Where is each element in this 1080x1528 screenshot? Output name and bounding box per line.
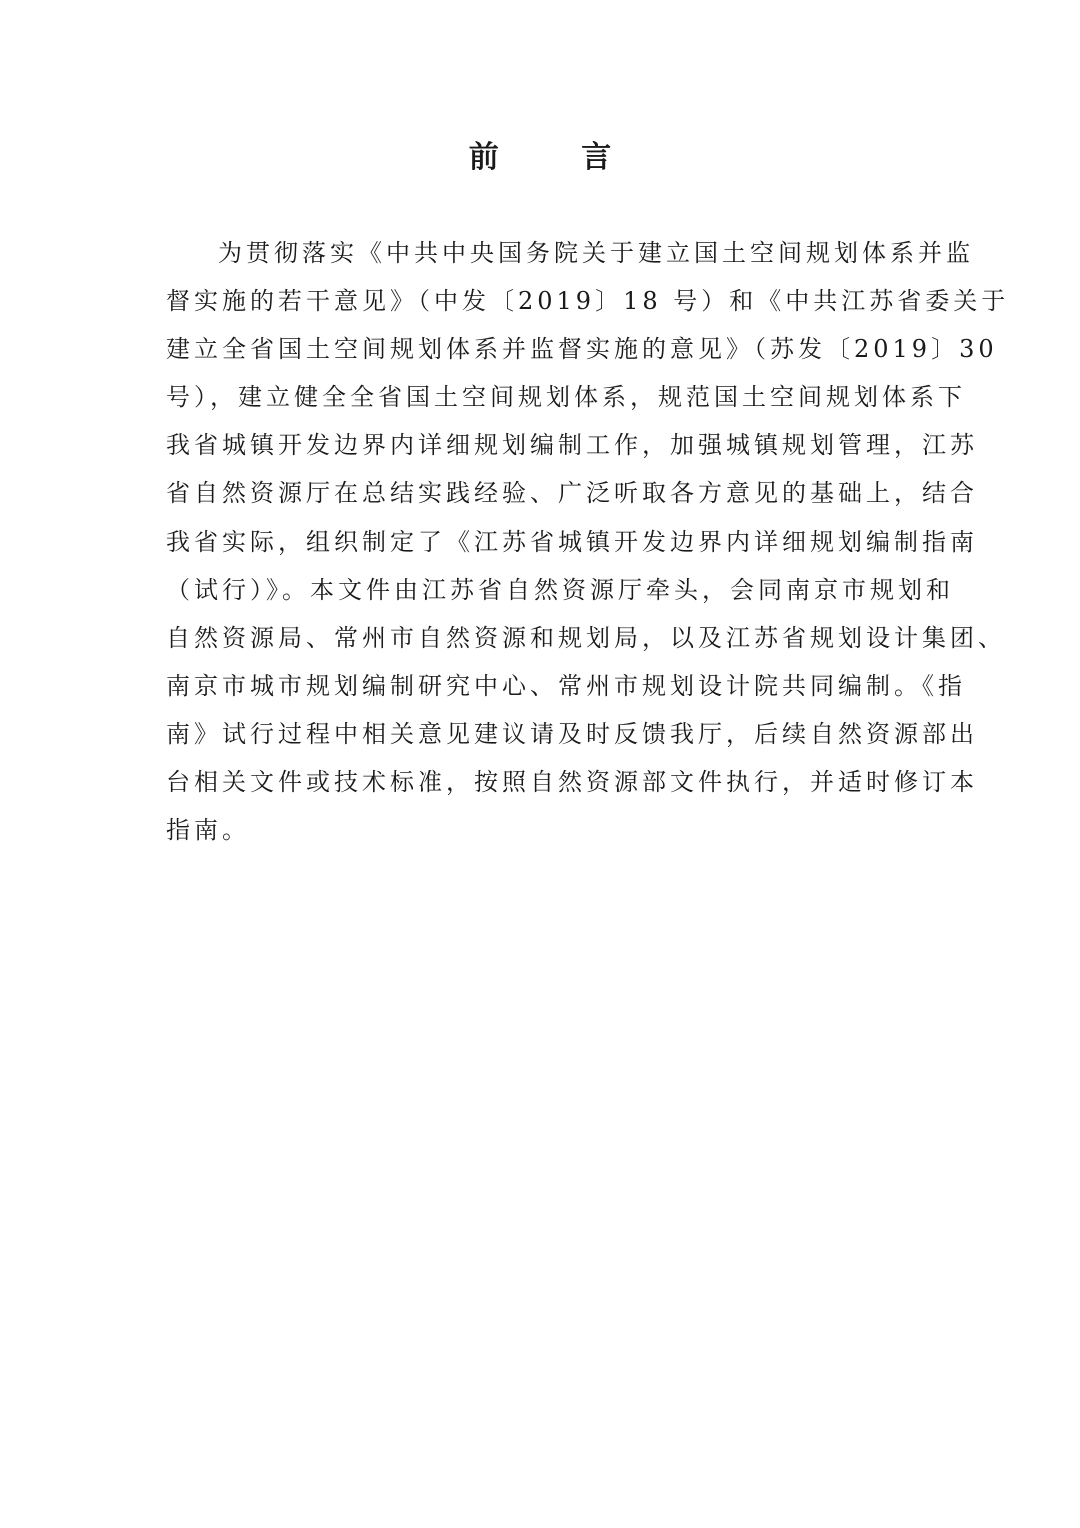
page-title: 前 言 [468, 140, 648, 175]
paragraph-line: 自然资源局、常州市自然资源和规划局，以及江苏省规划设计集团、 [166, 623, 1006, 652]
paragraph-line: 指南。 [166, 816, 250, 845]
paragraph-line: （试行）》。本文件由江苏省自然资源厅牵头，会同南京市规划和 [166, 575, 954, 604]
paragraph-line: 督实施的若干意见》（中发〔2019〕18 号）和《中共江苏省委关于 [166, 287, 1010, 316]
paragraph-line: 为贯彻落实《中共中央国务院关于建立国土空间规划体系并监 [218, 239, 974, 267]
paragraph-line: 台相关文件或技术标准，按照自然资源部文件执行，并适时修订本 [166, 768, 978, 797]
paragraph-line: 南》试行过程中相关意见建议请及时反馈我厅，后续自然资源部出 [166, 719, 978, 748]
paragraph-line: 南京市城市规划编制研究中心、常州市规划设计院共同编制。《指 [166, 671, 966, 700]
paragraph-line: 我省实际，组织制定了《江苏省城镇开发边界内详细规划编制指南 [166, 527, 978, 556]
paragraph-line: 建立全省国土空间规划体系并监督实施的意见》（苏发〔2019〕30 [166, 335, 998, 364]
preface-paragraph [166, 229, 1010, 854]
paragraph-line: 号），建立健全全省国土空间规划体系，规范国土空间规划体系下 [166, 383, 966, 412]
paragraph-line: 我省城镇开发边界内详细规划编制工作，加强城镇规划管理，江苏 [166, 431, 978, 460]
paragraph-line: 省自然资源厅在总结实践经验、广泛听取各方意见的基础上，结合 [166, 479, 978, 508]
